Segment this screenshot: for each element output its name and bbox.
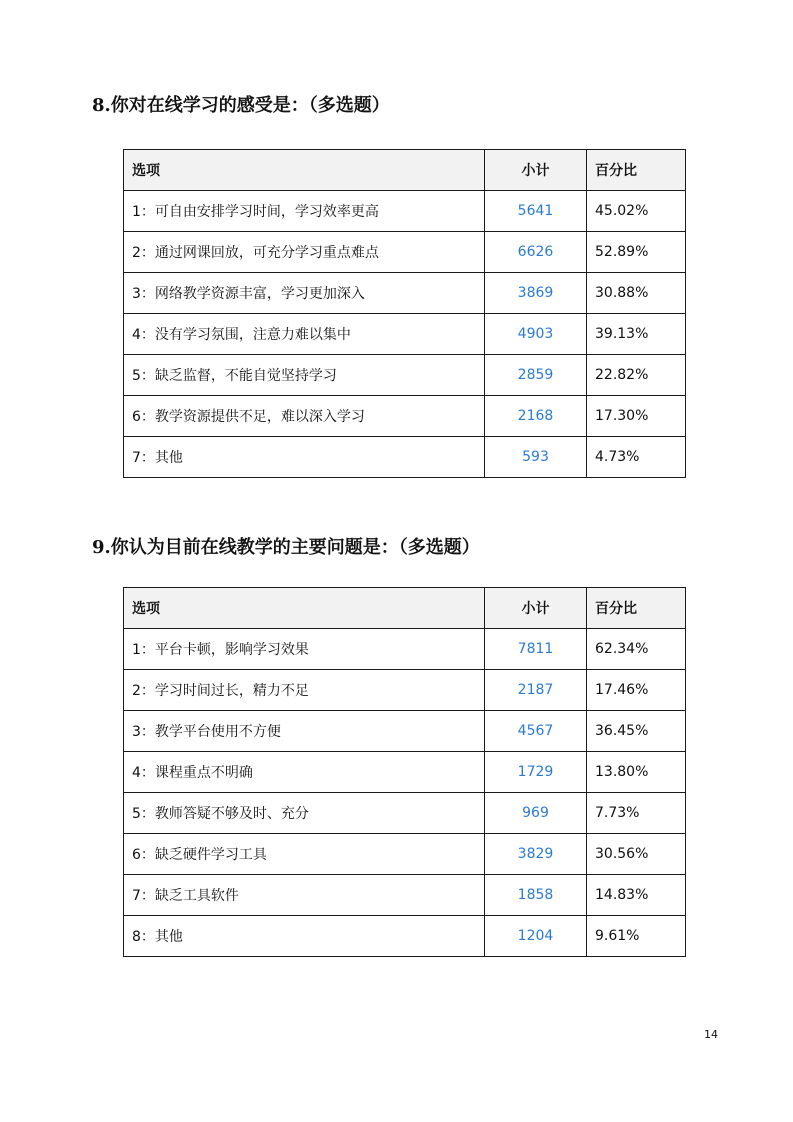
question-8-title: 8.你对在线学习的感受是：（多选题）: [92, 95, 390, 116]
table-row: [124, 355, 686, 396]
option-cell: 8：其他: [124, 916, 485, 957]
count-link[interactable]: 7811: [485, 629, 587, 670]
count-link[interactable]: 6626: [485, 232, 587, 273]
column-header-percent: 百分比: [587, 150, 686, 191]
percent-cell: 62.34%: [587, 629, 686, 670]
count-link[interactable]: 2859: [485, 355, 587, 396]
option-cell: 7：其他: [124, 437, 485, 478]
percent-cell: 4.73%: [587, 437, 686, 478]
option-cell: 3：教学平台使用不方便: [124, 711, 485, 752]
count-link[interactable]: 1204: [485, 916, 587, 957]
table-row: [124, 191, 686, 232]
page-number: 14: [704, 1028, 718, 1041]
table-row: [124, 752, 686, 793]
column-header-count: 小计: [485, 150, 587, 191]
table-row: [124, 629, 686, 670]
percent-cell: 9.61%: [587, 916, 686, 957]
percent-cell: 14.83%: [587, 875, 686, 916]
count-link[interactable]: 3869: [485, 273, 587, 314]
option-cell: 5：缺乏监督，不能自觉坚持学习: [124, 355, 485, 396]
option-cell: 5：教师答疑不够及时、充分: [124, 793, 485, 834]
option-cell: 6：缺乏硬件学习工具: [124, 834, 485, 875]
table-row: [124, 834, 686, 875]
question-9-table: [123, 587, 686, 957]
table-row: [124, 396, 686, 437]
count-link[interactable]: 4903: [485, 314, 587, 355]
count-link[interactable]: 2187: [485, 670, 587, 711]
percent-cell: 36.45%: [587, 711, 686, 752]
percent-cell: 45.02%: [587, 191, 686, 232]
count-link[interactable]: 2168: [485, 396, 587, 437]
option-cell: 4：课程重点不明确: [124, 752, 485, 793]
table-row: [124, 232, 686, 273]
count-link[interactable]: 593: [485, 437, 587, 478]
percent-cell: 22.82%: [587, 355, 686, 396]
table-row: [124, 916, 686, 957]
table-row: [124, 273, 686, 314]
table-header-row: [124, 150, 686, 191]
option-cell: 2：通过网课回放，可充分学习重点难点: [124, 232, 485, 273]
option-cell: 6：教学资源提供不足，难以深入学习: [124, 396, 485, 437]
table-header-row: [124, 588, 686, 629]
option-cell: 4：没有学习氛围，注意力难以集中: [124, 314, 485, 355]
count-link[interactable]: 4567: [485, 711, 587, 752]
percent-cell: 7.73%: [587, 793, 686, 834]
table-row: [124, 711, 686, 752]
percent-cell: 17.30%: [587, 396, 686, 437]
percent-cell: 30.56%: [587, 834, 686, 875]
column-header-count: 小计: [485, 588, 587, 629]
table-row: [124, 793, 686, 834]
count-link[interactable]: 3829: [485, 834, 587, 875]
percent-cell: 52.89%: [587, 232, 686, 273]
table-row: [124, 875, 686, 916]
count-link[interactable]: 969: [485, 793, 587, 834]
column-header-percent: 百分比: [587, 588, 686, 629]
table-row: [124, 670, 686, 711]
option-cell: 1：平台卡顿，影响学习效果: [124, 629, 485, 670]
count-link[interactable]: 1858: [485, 875, 587, 916]
percent-cell: 13.80%: [587, 752, 686, 793]
option-cell: 2：学习时间过长，精力不足: [124, 670, 485, 711]
percent-cell: 17.46%: [587, 670, 686, 711]
question-8-table: [123, 149, 686, 478]
percent-cell: 39.13%: [587, 314, 686, 355]
column-header-option: 选项: [124, 150, 485, 191]
count-link[interactable]: 1729: [485, 752, 587, 793]
option-cell: 7：缺乏工具软件: [124, 875, 485, 916]
table-row: [124, 314, 686, 355]
column-header-option: 选项: [124, 588, 485, 629]
option-cell: 3：网络教学资源丰富，学习更加深入: [124, 273, 485, 314]
percent-cell: 30.88%: [587, 273, 686, 314]
table-row: [124, 437, 686, 478]
option-cell: 1：可自由安排学习时间，学习效率更高: [124, 191, 485, 232]
question-9-title: 9.你认为目前在线教学的主要问题是：（多选题）: [92, 537, 480, 558]
count-link[interactable]: 5641: [485, 191, 587, 232]
